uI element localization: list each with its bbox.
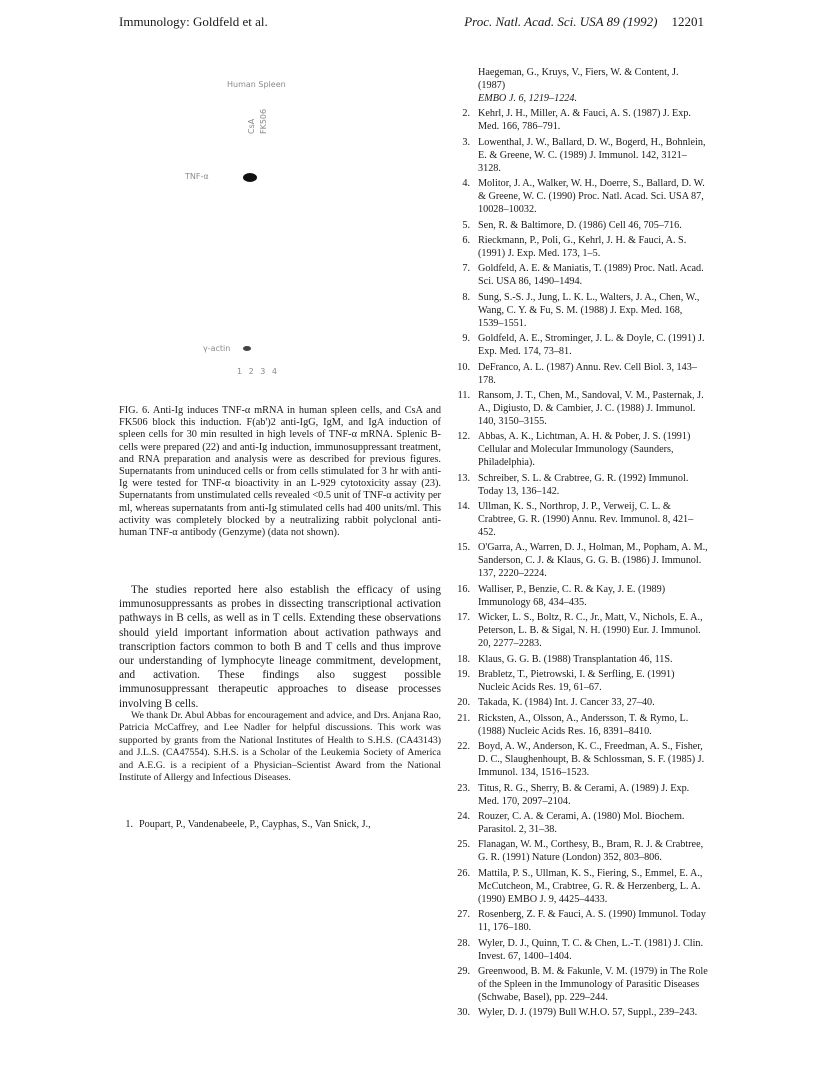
acknowledgment: We thank Dr. Abul Abbas for encouragement and advice, and Drs. Anjana Rao, Patricia McCaffrey, and Lee Nadler for helpful discussions. This work was supported by grants from the National Institutes of Health to S.H.S. (CA43143) and J.L.S. (CA47554). S.H.S. is a Scholar of the Leukemia Society of America and A.E.G. is a recipient of a Physician–Scientist Award from the National Institute of Allergy and Infectious Diseases. bbox=[119, 710, 441, 784]
reference-item: 26. Mattila, P. S., Ullman, K. S., Fiering, S., Emmel, E. A., McCutcheon, M., Crabtree, G. R. & Herzenberg, L. A. (1990) EMBO J. 9, 4425–4433. bbox=[457, 867, 703, 905]
reference-item: 16. Walliser, P., Benzie, C. R. & Kay, J. E. (1989) Immunology 68, 434–435. bbox=[457, 583, 666, 608]
reference-item: 25. Flanagan, W. M., Corthesy, B., Bram, R. J. & Crabtree, G. R. (1991) Nature (London) 352, 803–806. bbox=[457, 839, 704, 864]
reference-item: 13. Schreiber, S. L. & Crabtree, G. R. (1992) Immunol. Today 13, 136–142. bbox=[457, 472, 689, 497]
running-header-right bbox=[464, 14, 704, 30]
reference-item: 7. Goldfeld, A. E. & Maniatis, T. (1989) Proc. Natl. Acad. Sci. USA 86, 1490–1494. bbox=[462, 263, 704, 288]
reference-item: 27. Rosenberg, Z. F. & Fauci, A. S. (1990) Immunol. Today 11, 176–180. bbox=[457, 909, 706, 934]
lane-label-fk506: FK506 bbox=[259, 108, 268, 134]
reference-item: 5. Sen, R. & Baltimore, D. (1986) Cell 46, 705–716. bbox=[462, 219, 682, 231]
reference-item: 9. Goldfeld, A. E., Strominger, J. L. & Doyle, C. (1991) J. Exp. Med. 174, 73–81. bbox=[462, 333, 705, 358]
lane-label-csa: CsA bbox=[247, 118, 256, 134]
tnf-band bbox=[243, 173, 257, 182]
actin-band bbox=[243, 346, 251, 351]
caption-label: FIG. 6. bbox=[119, 405, 150, 416]
caption-text: Anti-Ig induces TNF-α mRNA in human spleen cells, and CsA and FK506 block this induction. F(ab')2 anti-IgG, IgM, and IgA induction of spleen cells for 30 min resulted in high levels of TNF-α mRNA. Splenic B-cells were prepared (22) and anti-Ig induction, immunosuppressant treatment, and RNA preparation and analysis were as described for previous figures. Supernatants from uninduced cells or from cells stimulated for 3 hr with anti-Ig were tested for TNF-α bioactivity in an L-929 cytotoxicity assay (23). Supernatants from unstimulated cells revealed <0.5 unit of TNF-α activity per ml, whereas supernatants from anti-Ig stimulated cells had 400 units/ml. This activity was completely blocked by a neutralizing rabbit polyclonal anti-human TNF-α antibody (Genzyme) (data not shown). bbox=[119, 405, 441, 539]
reference-item: 15. O'Garra, A., Warren, D. J., Holman, M., Popham, A. M., Sanderson, C. J. & Klaus, G. G. B. (1986) J. Immunol. 137, 2220–2224. bbox=[457, 542, 708, 580]
reference-item: 28. Wyler, D. J., Quinn, T. C. & Chen, L.-T. (1981) J. Clin. Invest. 67, 1400–1404. bbox=[457, 937, 704, 962]
discussion-paragraph: The studies reported here also establish the efficacy of using immunosuppressants as probes in dissecting transcriptional activation pathways in B cells, as well as in T cells. Extending these observations should yield important information about activation pathways and transcription factors common to both B and T cells and thus improve our understanding of lymphocyte lineage commitment, development, and activation. These findings also suggest possible immunosuppressant therapeutic approaches to disease processes involving B cells. bbox=[119, 584, 441, 710]
journal-citation: Proc. Natl. Acad. Sci. USA 89 (1992) bbox=[464, 14, 658, 29]
reference-item: 19. Brabletz, T., Pietrowski, I. & Serfling, E. (1991) Nucleic Acids Res. 19, 61–67. bbox=[457, 669, 675, 694]
tnf-band-label: TNF-α bbox=[185, 172, 209, 181]
reference-item: 14. Ullman, K. S., Northrop, J. P., Verweij, C. L. & Crabtree, G. R. (1990) Annu. Rev. Immunol. 8, 421–452. bbox=[457, 501, 694, 539]
reference-number: 1. bbox=[125, 819, 133, 830]
reference-list bbox=[452, 66, 708, 1022]
reference-item: 8. Sung, S.-S. J., Jung, L. K. L., Walters, J. A., Chen, W., Wang, C. Y. & Fu, S. M. (1988) J. Exp. Med. 168, 1539–1551. bbox=[462, 291, 700, 329]
reference-item: 10. DeFranco, A. L. (1987) Annu. Rev. Cell Biol. 3, 143–178. bbox=[457, 361, 697, 386]
reference-item: 21. Ricksten, A., Olsson, A., Andersson, T. & Rymo, L. (1988) Nucleic Acids Res. 16, 8391–8410. bbox=[457, 712, 689, 737]
page-number: 12201 bbox=[671, 14, 704, 29]
reference-item: 11. Ransom, J. T., Chen, M., Sandoval, V. M., Pasternak, J. A., Digiusto, D. & Cambier, J. C. (1988) J. Immunol. 140, 3150–3155. bbox=[457, 389, 704, 427]
northern-blot-figure bbox=[119, 72, 459, 392]
reference-item: 3. Lowenthal, J. W., Ballard, D. W., Bogerd, H., Bohnlein, E. & Greene, W. C. (1989) J. Immunol. 142, 3121–3128. bbox=[462, 136, 706, 174]
reference-item: 29. Greenwood, B. M. & Fakunle, V. M. (1979) in The Role of the Spleen in the Immunology of Parasitic Diseases (Schwabe, Basel), pp. 229–244. bbox=[457, 965, 708, 1003]
lane-numbers: 1 2 3 4 bbox=[237, 367, 279, 376]
reference-item: 4. Molitor, J. A., Walker, W. H., Doerre, S., Ballard, D. W. & Greene, W. C. (1990) Proc. Natl. Acad. Sci. USA 87, 10028–10032. bbox=[462, 178, 705, 216]
reference-1-continued: Haegeman, G., Kruys, V., Fiers, W. & Content, J. (1987) EMBO J. 6, 1219–1224. bbox=[478, 67, 679, 104]
reference-item: 17. Wicker, L. S., Boltz, R. C., Jr., Matt, V., Nichols, E. A., Peterson, L. B. & Sigal, N. H. (1990) Eur. J. Immunol. 20, 2277–2283. bbox=[457, 612, 703, 650]
actin-band-label: γ-actin bbox=[203, 344, 231, 353]
reference-item: 23. Titus, R. G., Sherry, B. & Cerami, A. (1989) J. Exp. Med. 170, 2097–2104. bbox=[457, 782, 690, 807]
reference-item: 18. Klaus, G. G. B. (1988) Transplantation 46, 11S. bbox=[457, 653, 673, 665]
reference-item: 2. Kehrl, J. H., Miller, A. & Fauci, A. S. (1987) J. Exp. Med. 166, 786–791. bbox=[462, 108, 691, 133]
reference-item: 24. Rouzer, C. A. & Cerami, A. (1980) Mol. Biochem. Parasitol. 2, 31–38. bbox=[457, 810, 685, 835]
reference-item: 20. Takada, K. (1984) Int. J. Cancer 33, 27–40. bbox=[457, 697, 655, 709]
reference-item: 6. Rieckmann, P., Poli, G., Kehrl, J. H. & Fauci, A. S. (1991) J. Exp. Med. 173, 1–5. bbox=[462, 234, 687, 259]
reference-item: 22. Boyd, A. W., Anderson, K. C., Freedman, A. S., Fisher, D. C., Slaughenhoupt, B. & Schlossman, S. F. (1985) J. Immunol. 134, 1516–1523. bbox=[457, 741, 705, 779]
reference-1 bbox=[119, 818, 441, 831]
reference-item: 12. Abbas, A. K., Lichtman, A. H. & Pober, J. S. (1991) Cellular and Molecular Immunology (Saunders, Philadelphia). bbox=[457, 431, 691, 469]
reference-item: 30. Wyler, D. J. (1979) Bull W.H.O. 57, Suppl., 239–243. bbox=[457, 1007, 698, 1019]
running-header-left: Immunology: Goldfeld et al. bbox=[119, 14, 268, 29]
figure-caption bbox=[119, 405, 441, 539]
reference-text: Poupart, P., Vandenabeele, P., Cayphas, S., Van Snick, J., bbox=[139, 819, 371, 830]
lane-title: Human Spleen bbox=[227, 80, 286, 89]
